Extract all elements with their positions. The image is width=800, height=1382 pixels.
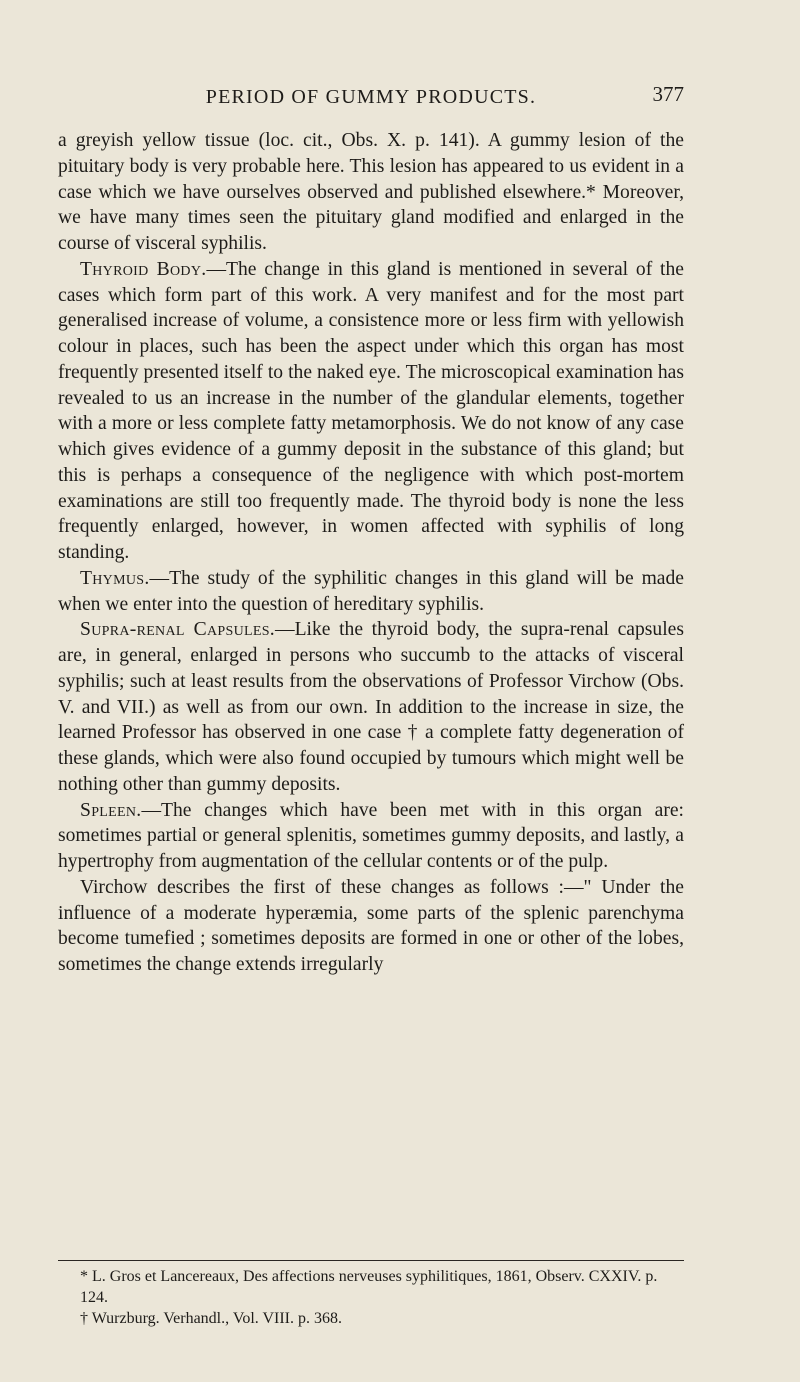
paragraph-supra-renal [58,617,684,797]
section-label-spleen: Spleen. [80,799,142,821]
paragraph-pituitary [58,128,684,257]
paragraph-spleen [58,798,684,875]
footnote-divider [58,1260,684,1261]
footnote-2: † Wurzburg. Verhandl., Vol. VIII. p. 368. [80,1310,343,1327]
footnote-1: * L. Gros et Lancereaux, Des affections nerveuses syphilitiques, 1861, Observ. CXXIV. p. 124. [80,1268,658,1306]
paragraph-text: —The study of the syphilitic changes in this gland will be made when we enter into the question of hereditary syphilis. [58,567,684,615]
paragraph-text: —The change in this gland is mentioned in several of the cases which form part of this work. A very manifest and for the most part generalised increase of volume, a consistence more or less firm with yellowish colour in places, such has been the aspect under which this organ has most frequently presented itself to the naked eye. The microscopical examination has revealed to us an increase in the number of the glandular elements, together with a more or less complete fatty metamorphosis. We do not know of any case which gives evidence of a gummy deposit in the substance of this gland; but this is perhaps a consequence of the negligence with which post-mortem examinations are still too frequently made. The thyroid body is none the less frequently enlarged, however, in women affected with syphilis of long standing. [58,258,684,563]
section-label-thyroid: Thyroid Body. [80,258,207,280]
running-head [58,82,684,116]
paragraph-text: —The changes which have been met with in this organ are: sometimes partial or general splenitis, sometimes gummy deposits, and lastly, a hypertrophy from augmentation of the cellular contents or of the pulp. [58,799,684,872]
running-title: PERIOD OF GUMMY PRODUCTS. [205,86,537,108]
paragraph-thymus [58,566,684,618]
section-label-thymus: Thymus. [80,567,150,589]
section-label-supra-renal: Supra-renal Capsules. [80,619,275,641]
page-number: 377 [652,82,684,106]
paragraph-text: —Like the thyroid body, the supra-renal capsules are, in general, enlarged in persons who succumb to the attacks of visceral syphilis; such at least results from the observations of Professor Virchow (Obs. V. and VII.) as well as from our own. In addition to the increase in size, the learned Professor has observed in one case † a complete fatty degeneration of these glands, which were also found occupied by tumours which might well be nothing other than gummy deposits. [58,619,684,795]
body-text [58,128,684,978]
paragraph-text: Virchow describes the first of these changes as follows :—" Under the influence of a moderate hyperæmia, some parts of the splenic parenchyma become tumefied ; sometimes deposits are formed in one or other of the lobes, sometimes the change extends irregularly [58,876,684,975]
paragraph-thyroid [58,257,684,566]
footnotes [58,1266,684,1329]
paragraph-virchow [58,875,684,978]
paragraph-text: a greyish yellow tissue (loc. cit., Obs. X. p. 141). A gummy lesion of the pituitary body is very probable here. This lesion has appeared to us evident in a case which we have ourselves observed and published elsewhere.* Moreover, we have many times seen the pituitary gland modified and enlarged in the course of visceral syphilis. [58,130,684,254]
